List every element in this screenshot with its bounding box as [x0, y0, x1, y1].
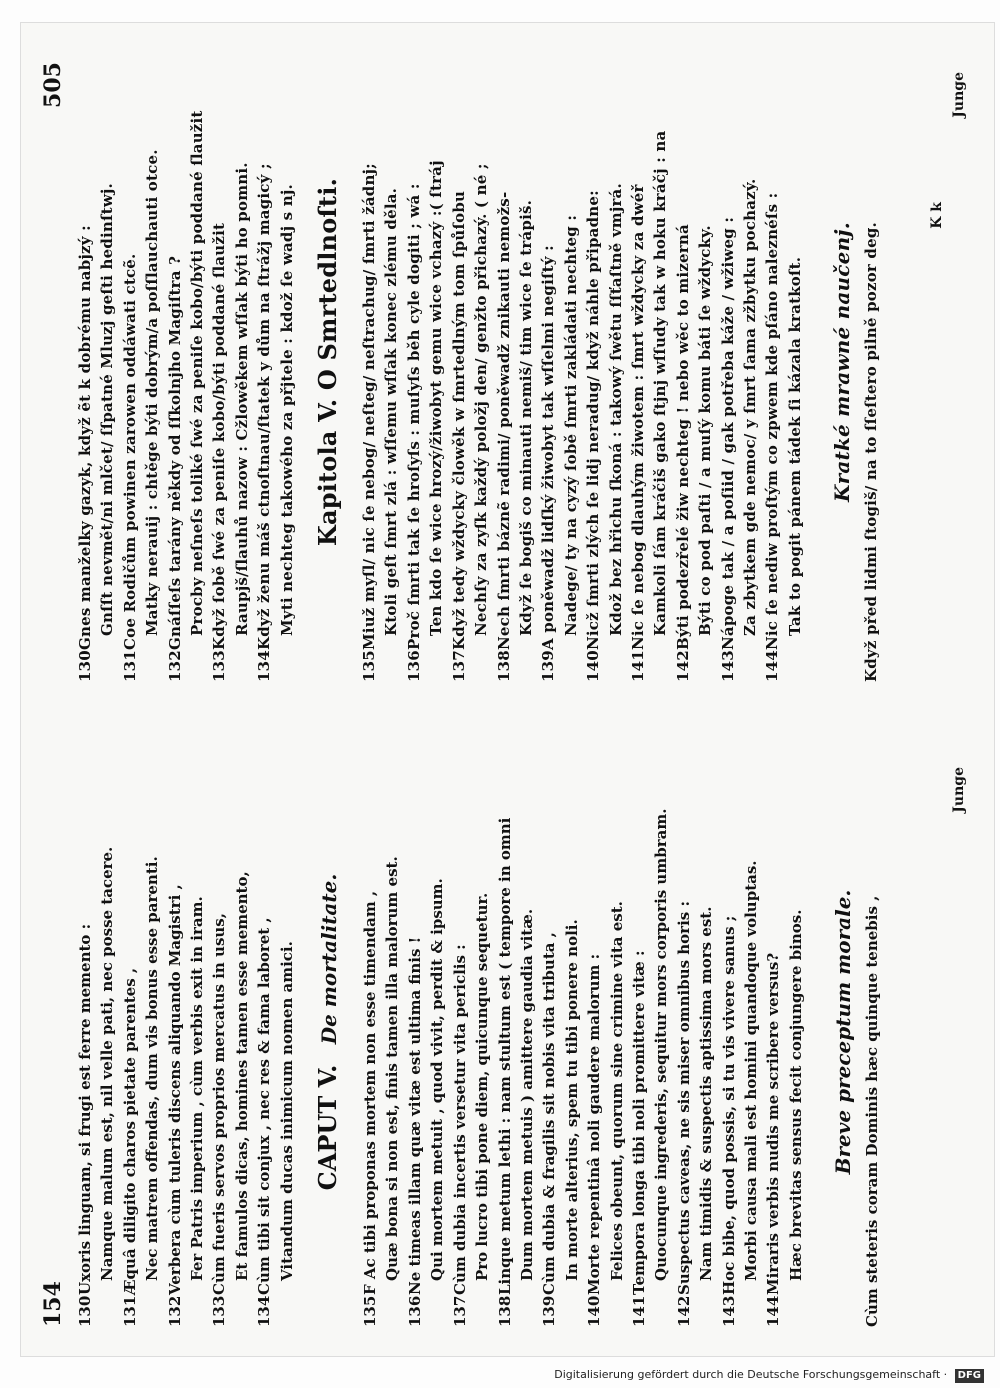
- verse-text: Uxoris linguam, si frugi est ferre memento :: [76, 923, 94, 1295]
- verse-line: [208, 737, 230, 1327]
- verse-text: Tempora longa tibi noli promittere vitæ :: [629, 950, 648, 1295]
- verse-text: Miraris verbis nudis me scribere versus?: [764, 952, 783, 1295]
- verse-line: [561, 737, 583, 1327]
- right-signature-mark: K k: [928, 202, 945, 229]
- verse-line: [164, 737, 186, 1327]
- verse-text: Procby neſneſs toliké ſwé za peniſe kobo/býti poddané ſlaužit: [188, 110, 207, 636]
- verse-number: 144: [764, 1295, 783, 1327]
- left-chapter-heading: [308, 737, 349, 1327]
- scanned-book-spread: [20, 22, 995, 1357]
- right-chapter-heading: Kapitola V. O Smrtedlnoſti.: [313, 177, 343, 547]
- verse-line: [672, 42, 694, 682]
- verse-text: Hoc bibe, quod possis, si tu vis vivere sanus ;: [719, 915, 738, 1295]
- verse-text: Nic ſe nediw proſtým co zpwem kde pſáno naleznéſs :: [763, 192, 782, 650]
- verse-number: 142: [674, 1295, 693, 1327]
- verse-text: Fer Patris imperium , cùm verbis exit in iram.: [188, 896, 207, 1281]
- rotated-spread: [20, 22, 995, 1357]
- verse-line: [784, 42, 806, 682]
- verse-line: [471, 737, 493, 1327]
- verse-text: Cùm dubia incertis versetur vita periclis :: [450, 944, 469, 1295]
- verse-text: Raupjš/ſlauhů nazow : Cžlowěkem wſſak býti ho pomni.: [232, 162, 251, 636]
- verse-number: 141: [629, 1295, 648, 1327]
- verse-line: [673, 737, 695, 1327]
- verse-number: 131: [120, 650, 139, 682]
- verse-text: Felices obeunt, quorum sine crimine vita est.: [607, 901, 626, 1281]
- verse-text: Myti nechteg takowého za přjtele : kdož ſe wadj s nj.: [277, 184, 296, 636]
- verse-text: Ne timeas illam quæ vitæ est ultima finis !: [405, 936, 424, 1295]
- verse-text: Nadege/ ty na cyzý ſobě ſmrti zakládati nechteg :: [561, 214, 580, 636]
- verse-number: 138: [495, 1295, 514, 1327]
- verse-number: 142: [673, 650, 692, 682]
- verse-number: 138: [494, 650, 513, 682]
- verse-line: [695, 737, 717, 1327]
- verse-text: Býti podezřelé žiw nechteg ! nebo wěc to mizerná: [673, 224, 692, 650]
- verse-line: [119, 42, 141, 682]
- verse-text: Quocunque ingrederis, sequitur mors corporis umbram.: [652, 808, 671, 1281]
- verse-number: 137: [449, 650, 468, 682]
- verse-line: [404, 737, 426, 1327]
- verse-line: [359, 737, 381, 1327]
- left-verses-after: [359, 737, 807, 1327]
- verse-line: [448, 42, 470, 682]
- verse-text: Gnes manželky gazyk, když ẽt k dobrému nabjzý :: [76, 225, 94, 650]
- verse-text: Býti co pod paſti / a muſý komu báti ſe wždycky.: [696, 225, 715, 636]
- verse-text: Když ſobě ſwé za peniſe kobo/býti poddané ſlaužit: [210, 222, 229, 650]
- verse-line: [380, 42, 402, 682]
- verse-text: Nec matrem offendas, dum vis bonus esse parenti.: [143, 856, 162, 1281]
- verse-line: [164, 42, 186, 682]
- verse-text: Proč ſmrti tak ſe hroſyſs : muſyſs běh cyle dogiti ; wá :: [404, 183, 423, 650]
- verse-text: Tak to pogit pánem tádek ſi kázala kratkoſt.: [785, 256, 804, 636]
- verse-number: 132: [165, 1295, 184, 1327]
- verse-line: [74, 737, 96, 1327]
- verse-text: Quæ bona si non est, finis tamen illa malorum est.: [383, 856, 402, 1281]
- verse-line: [141, 737, 163, 1327]
- verse-text: Ktoli geſt ſmrt zlá : wſſemu wſſak konec zlému děla.: [382, 187, 401, 636]
- verse-line: [208, 42, 230, 682]
- left-subheading: Breve preceptum morale.: [831, 889, 856, 1175]
- right-verses-before: [74, 42, 298, 682]
- verse-text: Kdož bez hřichu ſkoná : takowý ſwětu ſſťaſtně vmjrá.: [606, 183, 625, 636]
- verse-line: [403, 42, 425, 682]
- digitization-footer: [0, 1362, 1000, 1388]
- verse-line: [761, 42, 783, 682]
- verse-line: [231, 737, 253, 1327]
- verse-text: Za zbytkem gde nemoc/ y ſmrt ſama zžbytku pochazý.: [740, 178, 759, 636]
- left-last-line: Cùm steteris coram Dominis hæc quinque tenebis ,: [863, 895, 882, 1327]
- verse-line: [276, 42, 298, 682]
- verse-text: Pro lucro tibi pone diem, quicunque sequetur.: [473, 892, 492, 1281]
- left-page-body: [74, 737, 884, 1327]
- verse-line: [449, 737, 471, 1327]
- verse-text: Cùm tibi sit conjux , nec res & fama laboret ,: [255, 917, 274, 1295]
- verse-line: [560, 42, 582, 682]
- verse-text: Qui mortem metuit , quod vivit, perdit & ipsum.: [428, 878, 447, 1281]
- verse-line: [119, 737, 141, 1327]
- verse-text: A poněwadž lidſký žiwobyt tak wſſelmi negiſtý :: [539, 245, 558, 650]
- verse-text: Když tedy wždycky člowěk w ſmrtedlným tom ſpůſobu: [449, 190, 468, 650]
- verse-text: Hæc brevitas sensus fecit conjungere binos.: [786, 909, 805, 1281]
- verse-line: [74, 42, 96, 682]
- right-last-line: Když před lidmi ſtogiš/ na to ſſeſtero pilně pozor deg.: [862, 222, 881, 682]
- verse-line: [582, 42, 604, 682]
- verse-text: Cùm dubia & fragilis sit nobis vita tributa ,: [540, 932, 559, 1295]
- verse-number: 136: [404, 650, 423, 682]
- verse-line: [381, 737, 403, 1327]
- verse-text: Dum mortem metuis ) amittere gaudia vitæ.: [517, 908, 536, 1281]
- verse-line: [605, 42, 627, 682]
- verse-line: [740, 737, 762, 1327]
- verse-number: 130: [76, 650, 94, 682]
- verse-line: [650, 737, 672, 1327]
- verse-line: [627, 42, 649, 682]
- verse-number: 143: [719, 1295, 738, 1327]
- dfg-logo-badge: DFG: [955, 1369, 984, 1383]
- verse-text: Nechſy za zyſk každý položj den/ genžto přichazý. ( né ;: [472, 163, 491, 636]
- right-page-body: [74, 42, 883, 682]
- left-chapter-subtitle: De mortalitate.: [317, 873, 342, 1045]
- verse-text: Gnſſt nevmět/ni mlčet/ ſſpatné Mluzj geſti hedinſtwj.: [98, 183, 117, 636]
- verse-text: Ten kdo ſe wice hrozý/žiwobyt gemu wice vchazý :( ſtráj: [427, 160, 446, 636]
- verse-line: [186, 42, 208, 682]
- verse-line: [253, 42, 275, 682]
- verse-text: Když ſe bogiš co minauti nemiš/ tim wice ſe trápiš.: [516, 199, 535, 636]
- verse-line: [276, 737, 298, 1327]
- right-catchword: Junge: [950, 72, 967, 118]
- verse-line: [186, 737, 208, 1327]
- verse-line: [426, 737, 448, 1327]
- verse-number: 139: [540, 1295, 559, 1327]
- left-chapter-title: CAPUT V.: [313, 1064, 343, 1191]
- verse-number: 132: [165, 650, 184, 682]
- verse-line: [785, 737, 807, 1327]
- verse-line: [425, 42, 447, 682]
- verse-text: Linque metum lethi : nam stultum est ( tempore in omni: [495, 817, 514, 1295]
- verse-number: 136: [405, 1295, 424, 1327]
- right-page-number: 505: [40, 62, 66, 108]
- verse-line: [537, 42, 559, 682]
- verse-text: Když ženu máš ctnoſtnau/ſtatek y dům na ſtrážj magicý ;: [255, 163, 274, 650]
- verse-line: [516, 737, 538, 1327]
- verse-number: 131: [120, 1295, 139, 1327]
- verse-line: [694, 42, 716, 682]
- verse-number: 139: [539, 650, 558, 682]
- verse-number: 130: [76, 1295, 94, 1327]
- verse-number: 143: [718, 650, 737, 682]
- verse-line: [96, 737, 118, 1327]
- verse-number: 141: [628, 650, 647, 682]
- verse-text: Gnáſſeſs tarány někdy od ſſkolnjho Magiſtra ?: [165, 255, 184, 650]
- verse-text: Kamkoli ſám kráčiš gako ſtjnj wſſudy tak w hoku kráčj : na: [651, 130, 670, 636]
- verse-text: Suspectus caveas, ne sis miser omnibus horis :: [674, 901, 693, 1295]
- verse-line: [739, 42, 761, 682]
- verse-text: In morte alterius, spem tu tibi ponere noli.: [562, 919, 581, 1281]
- verse-text: Matky nerauij : chtěge býti dobrým/a poſſlauchauti otce.: [143, 149, 162, 636]
- verse-text: Nápoge tak / a poſiid / gak potřeba káže / wžiweg :: [718, 216, 737, 650]
- verse-line: [717, 42, 739, 682]
- verse-number: 140: [584, 650, 603, 682]
- verse-text: Morte repentinâ noli gaudere malorum :: [585, 953, 604, 1295]
- verse-line: [718, 737, 740, 1327]
- verse-line: [231, 42, 253, 682]
- verse-text: Namque malum est, nil velle pati, nec posse tacere.: [98, 846, 117, 1281]
- verse-line: [515, 42, 537, 682]
- verse-line: [358, 42, 380, 682]
- verse-line: [606, 737, 628, 1327]
- verse-line: [494, 737, 516, 1327]
- verse-text: Morbi causa mali est homini quandoque voluptas.: [741, 860, 760, 1281]
- verse-line: [649, 42, 671, 682]
- verse-number: 134: [255, 650, 274, 682]
- verse-text: Et famulos dicas, homines tamen esse memento,: [232, 871, 251, 1281]
- verse-number: 135: [360, 650, 379, 682]
- verse-line: [583, 737, 605, 1327]
- verse-text: Coe Rodičům powinen zarowen oddáwati ctcẽ.: [120, 253, 139, 650]
- verse-text: Miuž myſl/ nic ſe nebog/ neſteg/ neſtrachug/ ſmrti žádnj;: [360, 163, 379, 650]
- verse-number: 137: [450, 1295, 469, 1327]
- verse-line: [493, 42, 515, 682]
- verse-line: [628, 737, 650, 1327]
- verse-text: Nic ſe nebog dlauhým žiwotem : ſmrt wždycky za dwéř: [628, 184, 647, 650]
- verse-number: 134: [255, 1295, 274, 1327]
- verse-text: Verbera cùm tuleris discens aliquando Magistri ,: [165, 884, 184, 1295]
- verse-text: Cùm fueris servos proprios mercatus in usus,: [210, 913, 229, 1295]
- verse-text: Vitandum ducas inimicum nomen amici.: [277, 941, 296, 1281]
- verse-line: [96, 42, 118, 682]
- verse-number: 133: [210, 1295, 229, 1327]
- verse-text: Nicž ſmrti zlých ſe lidj neradug/ když náhle připadne:: [584, 190, 603, 650]
- verse-line: [762, 737, 784, 1327]
- right-verses-after: [358, 42, 806, 682]
- verse-line: [141, 42, 163, 682]
- left-page: [40, 737, 970, 1327]
- verse-text: Nech ſmrti báznẽ radimi/ poněwadž znikauti nemožs-: [494, 191, 513, 650]
- verse-number: 133: [210, 650, 229, 682]
- verse-text: Æquâ diligito charos pietate parentes ,: [120, 967, 139, 1295]
- verse-number: 140: [585, 1295, 604, 1327]
- verse-line: [538, 737, 560, 1327]
- left-page-number: 154: [40, 1281, 66, 1327]
- left-verses-before: [74, 737, 298, 1327]
- verse-number: 135: [361, 1295, 380, 1327]
- verse-text: Nam timidis & suspectis aptissima mors est.: [697, 906, 716, 1281]
- verse-line: [470, 42, 492, 682]
- verse-line: [253, 737, 275, 1327]
- footer-text: Digitalisierung gefördert durch die Deutsche Forschungsgemeinschaft ·: [554, 1368, 948, 1381]
- left-catchword: Junge: [950, 767, 967, 813]
- right-subheading: Kratké mrawné naučenj.: [830, 222, 855, 502]
- verse-text: F Ac tibi proponas mortem non esse timendam ,: [361, 890, 380, 1295]
- verse-number: 144: [763, 650, 782, 682]
- right-page: [40, 42, 970, 682]
